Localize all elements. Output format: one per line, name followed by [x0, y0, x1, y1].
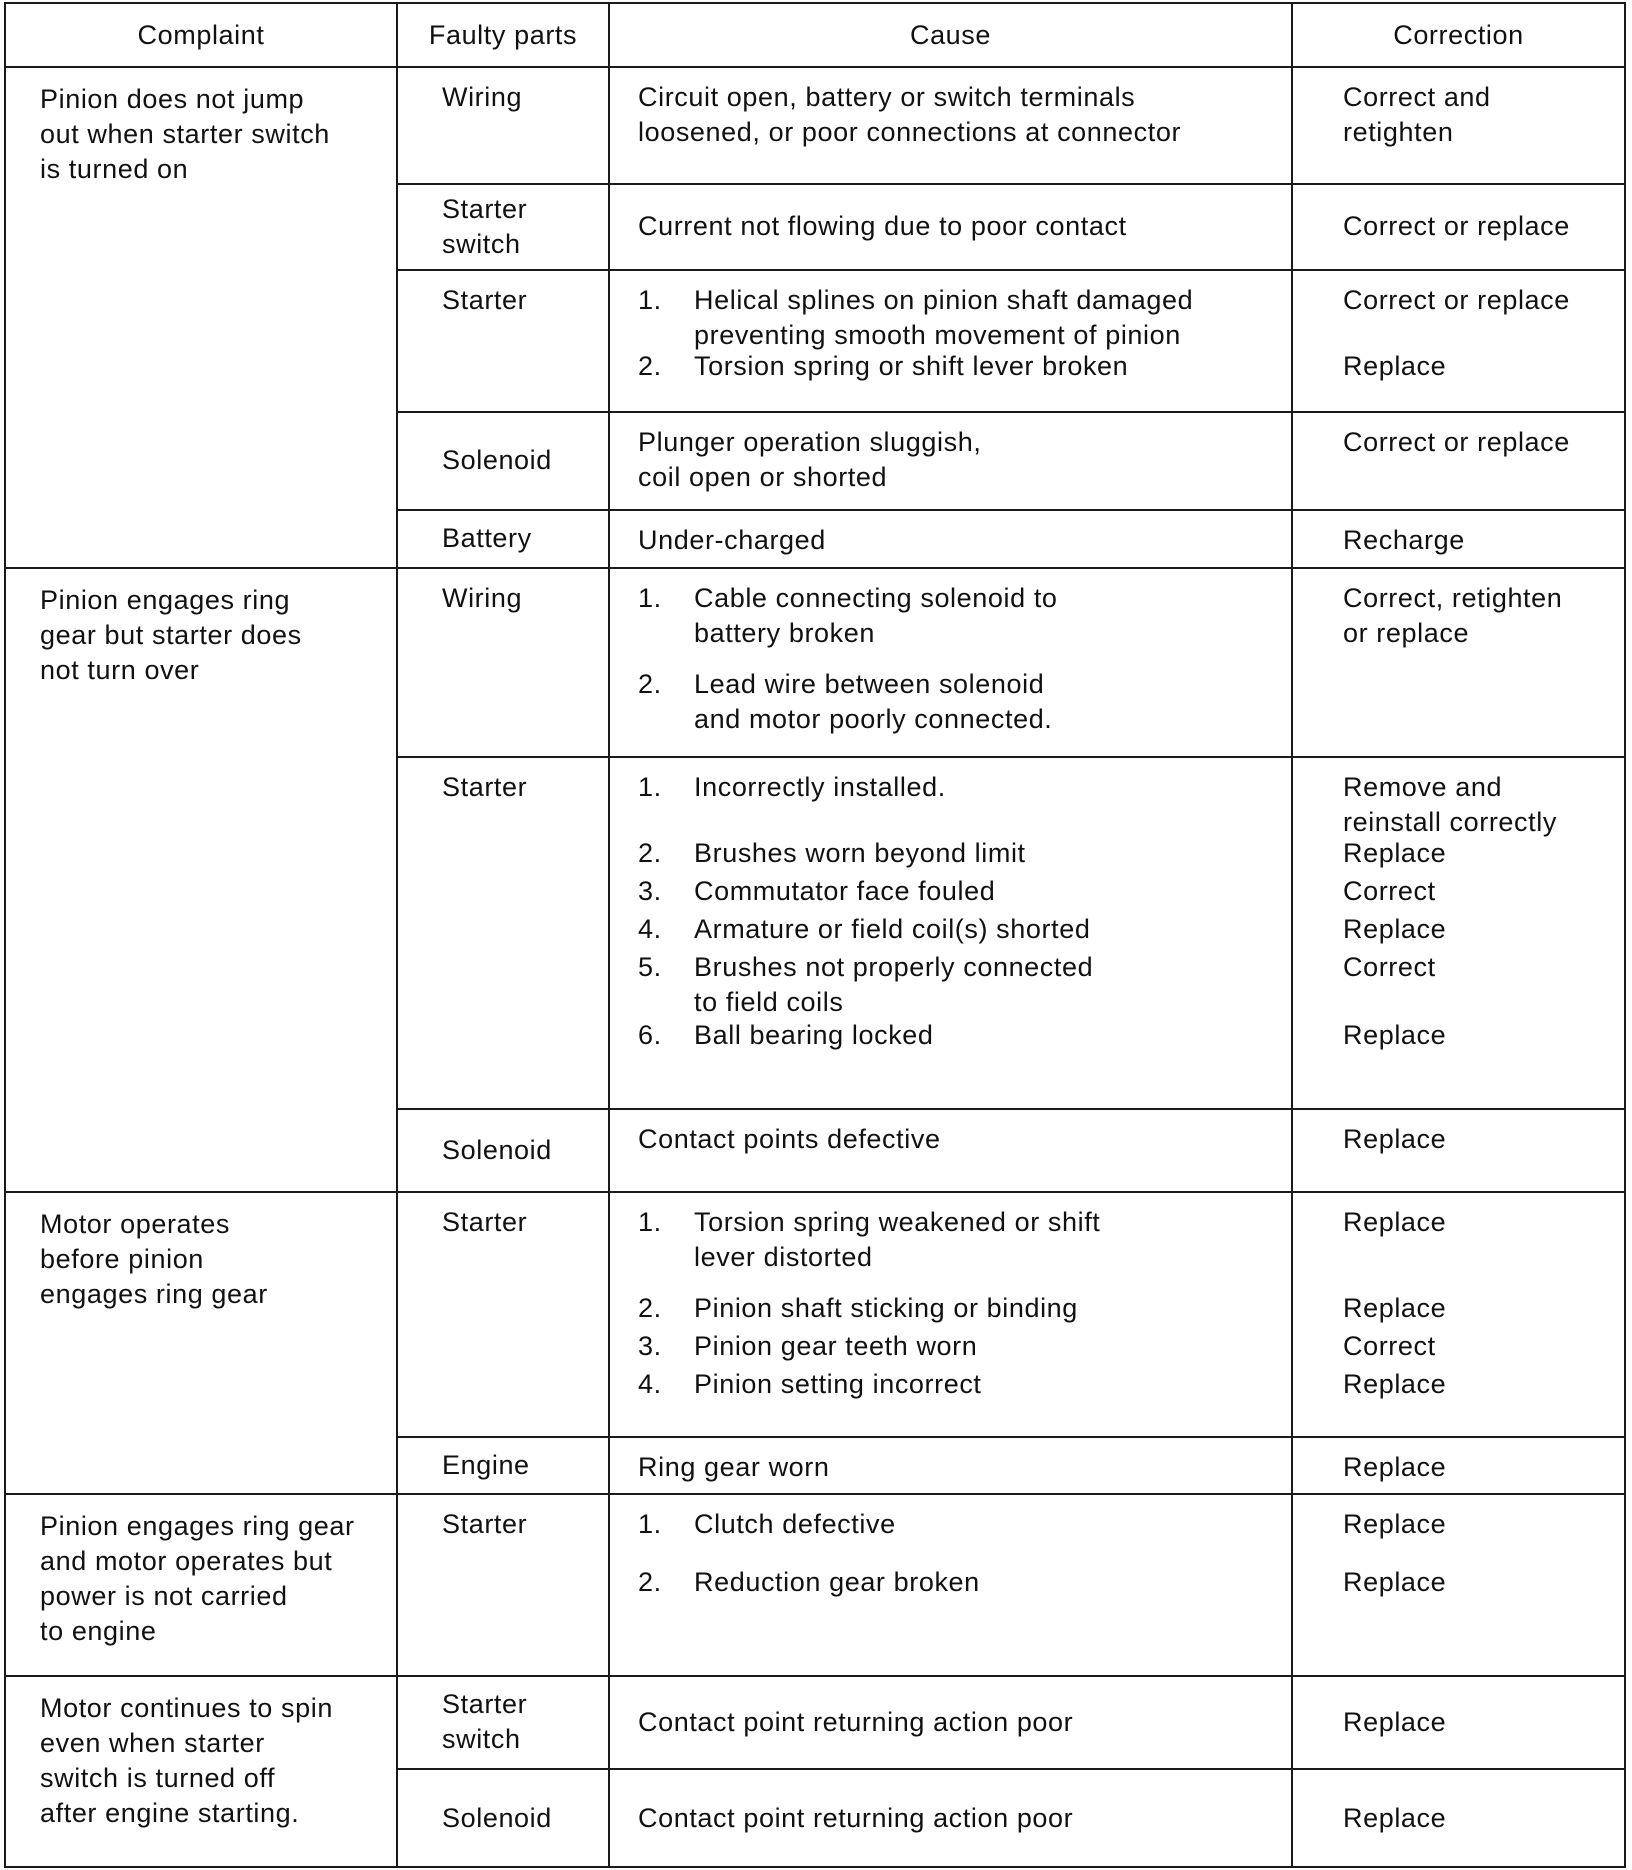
cause-text: Pinion gear teeth worn	[694, 1331, 978, 1362]
cause-item: Plunger operation sluggish, coil open or shorted	[638, 426, 982, 492]
correction-item: Replace	[1343, 1293, 1447, 1324]
cause-text: Armature or field coil(s) shorted	[694, 913, 1091, 944]
header-faulty-parts: Faulty parts	[397, 3, 609, 67]
cause-number: 3.	[638, 875, 662, 906]
cause-number: 1.	[638, 1207, 662, 1238]
correction-item: Replace	[1343, 1123, 1447, 1154]
correction-cell	[1292, 1769, 1625, 1867]
correction-cell	[1292, 412, 1625, 510]
cause-item	[638, 349, 1281, 384]
header-correction: Correction	[1292, 3, 1625, 67]
cause-item: Contact point returning action poor	[638, 1802, 1074, 1833]
complaint-cell: Motor operates before pinion engages ring gear	[5, 1192, 397, 1494]
correction-item: Replace	[1343, 1019, 1447, 1050]
cause-cell	[609, 184, 1292, 270]
table-body	[5, 67, 1625, 1867]
cause-text: Brushes worn beyond limit	[694, 837, 1026, 868]
cause-text: Ball bearing locked	[694, 1019, 934, 1050]
complaint-cell: Pinion does not jump out when starter switch is turned on	[5, 67, 397, 568]
correction-cell	[1292, 184, 1625, 270]
table-row	[5, 67, 1625, 184]
correction-cell	[1292, 1192, 1625, 1437]
correction-cell	[1292, 1437, 1625, 1494]
cause-item	[638, 1205, 1281, 1275]
cause-cell	[609, 1192, 1292, 1437]
cause-item: Contact points defective	[638, 1123, 941, 1154]
cause-item: Ring gear worn	[638, 1452, 830, 1483]
cause-item	[638, 283, 1281, 353]
correction-item: Correct and retighten	[1343, 82, 1491, 147]
cause-number: 2.	[638, 1293, 662, 1324]
cause-cell	[609, 510, 1292, 568]
cause-text: Lead wire between solenoid and motor poorly connected.	[694, 668, 1053, 734]
header-complaint: Complaint	[5, 3, 397, 67]
correction-item: Replace	[1343, 1509, 1447, 1540]
cause-text: Cable connecting solenoid to battery broken	[694, 582, 1058, 648]
cause-text: Torsion spring weakened or shift lever distorted	[694, 1207, 1101, 1273]
faulty-part-cell: Starter switch	[397, 184, 609, 270]
cause-item: Under-charged	[638, 524, 826, 555]
cause-number: 2.	[638, 350, 662, 381]
cause-number: 3.	[638, 1331, 662, 1362]
cause-item	[638, 912, 1281, 947]
complaint-cell: Pinion engages ring gear and motor operates but power is not carried to engine	[5, 1494, 397, 1676]
cause-item	[638, 836, 1281, 871]
cause-text: Torsion spring or shift lever broken	[694, 350, 1129, 381]
correction-item: Correct	[1343, 1331, 1436, 1362]
cause-text: Helical splines on pinion shaft damaged preventing smooth movement of pinion	[694, 284, 1194, 350]
correction-cell	[1292, 1109, 1625, 1193]
correction-item: Replace	[1343, 350, 1447, 381]
cause-cell	[609, 67, 1292, 184]
correction-item: Recharge	[1343, 524, 1465, 555]
faulty-part-cell: Solenoid	[397, 412, 609, 510]
cause-number: 2.	[638, 1567, 662, 1598]
cause-cell	[609, 1109, 1292, 1193]
correction-item: Replace	[1343, 1369, 1447, 1400]
correction-item: Replace	[1343, 1207, 1447, 1238]
faulty-part-cell: Battery	[397, 510, 609, 568]
faulty-part-cell: Wiring	[397, 568, 609, 757]
table-row	[5, 1192, 1625, 1437]
cause-item	[638, 1329, 1281, 1364]
cause-number: 1.	[638, 284, 662, 315]
table-row	[5, 568, 1625, 757]
cause-text: Pinion shaft sticking or binding	[694, 1293, 1078, 1324]
cause-text: Brushes not properly connected to field coils	[694, 951, 1094, 1017]
correction-item: Replace	[1343, 1802, 1447, 1833]
cause-item	[638, 667, 1281, 737]
troubleshooting-table	[4, 2, 1626, 1868]
header-cause: Cause	[609, 3, 1292, 67]
cause-cell	[609, 1676, 1292, 1769]
header-row	[5, 3, 1625, 67]
correction-cell	[1292, 270, 1625, 412]
correction-item: Correct or replace	[1343, 284, 1570, 315]
cause-text: Incorrectly installed.	[694, 771, 946, 802]
cause-item: Contact point returning action poor	[638, 1706, 1074, 1737]
faulty-part-cell: Engine	[397, 1437, 609, 1494]
correction-cell	[1292, 67, 1625, 184]
cause-number: 4.	[638, 913, 662, 944]
correction-cell	[1292, 1494, 1625, 1676]
correction-item: Replace	[1343, 1567, 1447, 1598]
cause-text: Commutator face fouled	[694, 875, 996, 906]
faulty-part-cell: Solenoid	[397, 1109, 609, 1193]
correction-item: Replace	[1343, 837, 1447, 868]
cause-item	[638, 874, 1281, 909]
faulty-part-cell: Wiring	[397, 67, 609, 184]
table-row	[5, 1494, 1625, 1676]
cause-text: Reduction gear broken	[694, 1567, 980, 1598]
complaint-cell: Pinion engages ring gear but starter does not turn over	[5, 568, 397, 1192]
cause-number: 1.	[638, 1509, 662, 1540]
cause-cell	[609, 1437, 1292, 1494]
cause-item	[638, 1565, 1281, 1600]
cause-item	[638, 1367, 1281, 1402]
cause-number: 4.	[638, 1369, 662, 1400]
cause-item	[638, 1507, 1281, 1542]
cause-item	[638, 1291, 1281, 1326]
faulty-part-cell: Solenoid	[397, 1769, 609, 1867]
cause-cell	[609, 757, 1292, 1109]
cause-cell	[609, 568, 1292, 757]
correction-item: Correct or replace	[1343, 426, 1570, 457]
correction-cell	[1292, 757, 1625, 1109]
cause-item	[638, 950, 1281, 1020]
cause-number: 5.	[638, 951, 662, 982]
cause-item	[638, 1018, 1281, 1053]
cause-item	[638, 770, 1281, 805]
correction-item: Correct or replace	[1343, 211, 1570, 242]
cause-cell	[609, 1769, 1292, 1867]
cause-cell	[609, 270, 1292, 412]
correction-item: Replace	[1343, 1706, 1447, 1737]
correction-item: Correct	[1343, 951, 1436, 982]
cause-text: Pinion setting incorrect	[694, 1369, 982, 1400]
cause-text: Clutch defective	[694, 1509, 896, 1540]
correction-item: Correct, retighten or replace	[1343, 582, 1563, 648]
correction-cell	[1292, 1676, 1625, 1769]
faulty-part-cell: Starter	[397, 270, 609, 412]
cause-number: 1.	[638, 771, 662, 802]
cause-item: Circuit open, battery or switch terminals loosened, or poor connections at connector	[638, 82, 1182, 147]
cause-cell	[609, 412, 1292, 510]
correction-item: Remove and reinstall correctly	[1343, 771, 1557, 837]
correction-item: Replace	[1343, 1452, 1447, 1483]
cause-item: Current not flowing due to poor contact	[638, 211, 1127, 242]
correction-cell	[1292, 568, 1625, 757]
correction-item: Correct	[1343, 875, 1436, 906]
correction-item: Replace	[1343, 913, 1447, 944]
complaint-cell: Motor continues to spin even when starter switch is turned off after engine starting.	[5, 1676, 397, 1867]
faulty-part-cell: Starter	[397, 1192, 609, 1437]
faulty-part-cell: Starter	[397, 1494, 609, 1676]
table-row	[5, 1676, 1625, 1769]
cause-cell	[609, 1494, 1292, 1676]
cause-number: 6.	[638, 1019, 662, 1050]
cause-number: 1.	[638, 582, 662, 613]
faulty-part-cell: Starter switch	[397, 1676, 609, 1769]
cause-number: 2.	[638, 837, 662, 868]
correction-cell	[1292, 510, 1625, 568]
faulty-part-cell: Starter	[397, 757, 609, 1109]
cause-item	[638, 581, 1281, 651]
cause-number: 2.	[638, 668, 662, 699]
